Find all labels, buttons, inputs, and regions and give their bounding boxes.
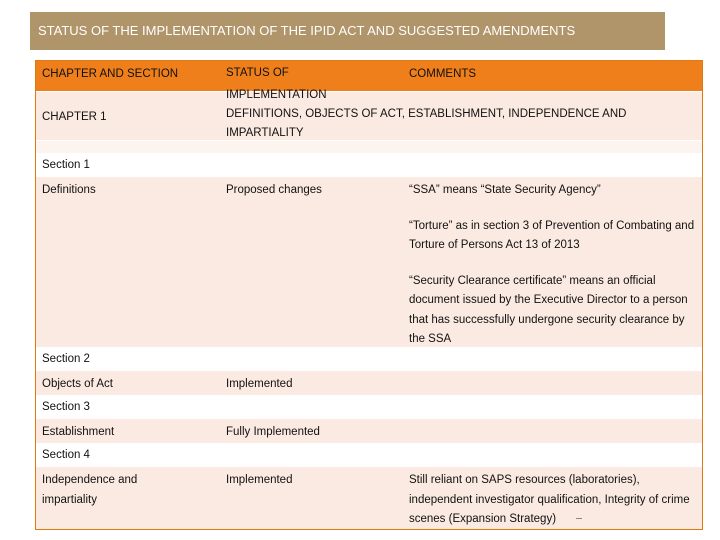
comment-torture: “Torture” as in section 3 of Prevention of Combating and Torture of Persons Act 13 of 2013 [409, 219, 695, 251]
independence-comment: Still reliant on SAPS resources (laboratories), independent investigator qualification, Integrity of crime scenes (Expansion Strategy) [409, 474, 690, 525]
section-4-label: Section 4 [42, 449, 90, 461]
objects-label: Objects of Act [42, 378, 113, 390]
section-row [36, 396, 702, 419]
header-status-line2: IMPLEMENTATION [226, 89, 327, 101]
chapter-description-line2: IMPARTIALITY [226, 127, 304, 139]
header-status-line1: STATUS OF [226, 67, 289, 79]
objects-status: Implemented [226, 378, 293, 390]
definitions-row [36, 177, 702, 348]
chapter-description [226, 86, 696, 143]
independence-row [36, 467, 702, 529]
section-3-label: Section 3 [42, 401, 90, 413]
comment-security-clearance: “Security Clearance certificate” means an official document issued by the Executive Director to a person that has successfully undergone security clearance by the SSA [409, 274, 688, 345]
objects-row [36, 371, 702, 396]
page-number-marker [576, 518, 582, 519]
chapter-row [36, 89, 702, 141]
independence-status: Implemented [226, 474, 293, 486]
definitions-comments [409, 181, 699, 350]
definitions-status: Proposed changes [226, 184, 322, 196]
section-1-label: Section 1 [42, 159, 90, 171]
section-2-label: Section 2 [42, 353, 90, 365]
page-title: STATUS OF THE IMPLEMENTATION OF THE IPID ACT AND SUGGESTED AMENDMENTS [30, 12, 665, 50]
header-comments: COMMENTS [409, 68, 477, 80]
definitions-label: Definitions [42, 184, 96, 196]
establishment-row [36, 419, 702, 444]
chapter-label: CHAPTER 1 [42, 111, 107, 123]
section-row [36, 154, 702, 177]
section-row [36, 348, 702, 371]
establishment-label: Establishment [42, 426, 115, 438]
header-chapter-section: CHAPTER AND SECTION [42, 68, 179, 80]
header-status [226, 65, 406, 82]
spacer-row [36, 141, 702, 154]
section-row [36, 444, 702, 467]
establishment-status: Fully Implemented [226, 426, 320, 438]
status-table [35, 60, 703, 530]
chapter-description-line1: DEFINITIONS, OBJECTS OF ACT, ESTABLISHMENT, INDEPENDENCE AND [226, 108, 627, 120]
comment-ssa: “SSA” means “State Security Agency” [409, 184, 601, 196]
independence-label: Independence and impartiality [42, 474, 138, 506]
